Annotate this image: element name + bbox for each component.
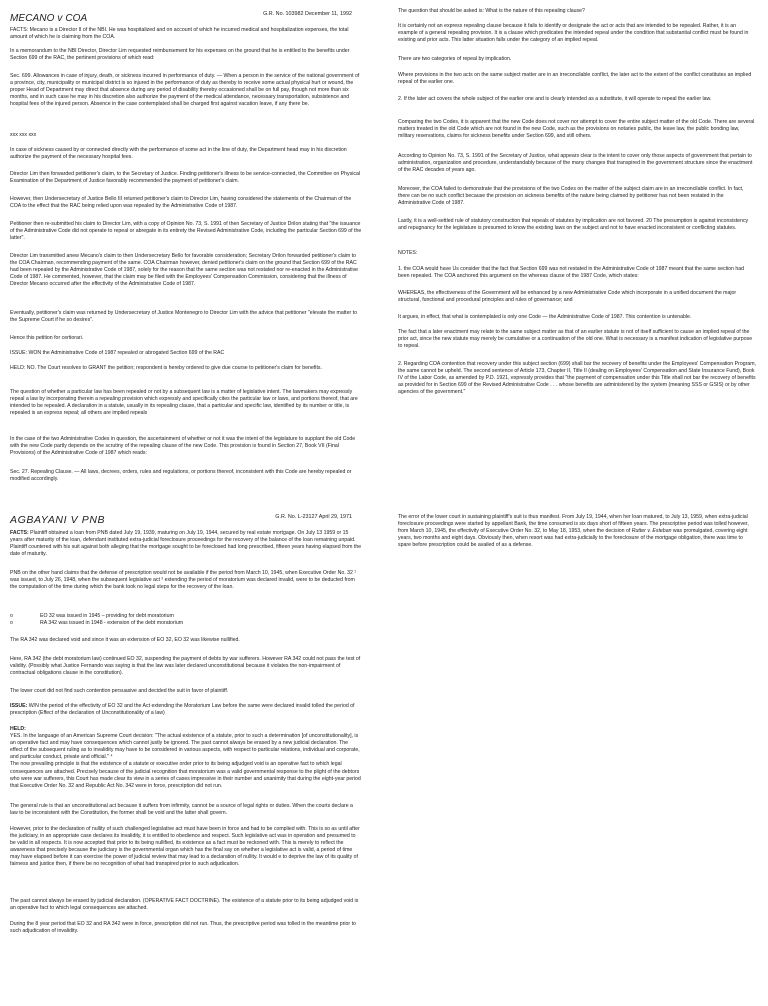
case1-paragraph: In the case of the two Administrative Codes in question, the ascertainment of whether or not it was the intent of the legislature to supplant the old Code with the new Code partly depends on the scrutiny of the repealing clause of the new Code. This provision is found in Section 27, Book VII (Final Provisions) of the Administrative Code of 1987 which reads: (10, 436, 356, 457)
case2-right-paragraph (398, 514, 756, 549)
right-text-b: was promulgated, covering eight years, two months and eight days. Obviously then, when resort was had extra-judicially to the foreclosure of the mortgage obligation, there was time to spare before prescription could be availed of as a defense. (398, 528, 748, 549)
facts-text: Plaintiff obtained a loan from PNB dated July 19, 1939, maturing on July 19, 1944, secured by real estate mortgage. On July 13 1959 or 15 years after maturity of the loan, defendant instituted extra-judicial foreclosure proceedings for the recovery of the balance of the loan remaining unpaid. Plaintiff countered with his suit against both alleging that the mortgage sought to be foreclosed had long prescribed, fifteen years having elapsed from the date of maturity. (10, 530, 362, 558)
case1-issue: ISSUE: WON the Administrative Code of 1987 repealed or abrogated Section 699 of the RAC (10, 350, 225, 356)
held-label: HELD: (10, 726, 26, 732)
case1-paragraph: Sec. 699. Allowances in case of injury, death, or sickness incurred in performance of duty. — When a person in the service of the national government of a province, city, municipality or municipal district is so injured in the performance of duty as thereby to receive some actual physical hurt or wound, the proper Head of Department may direct that absence during any period of disability thereby occasioned shall be on full pay, though not more than six months, and in such case he may in his discretion also authorize the payment of the medical attendance, necessary transportation, subsistence and hospital fees of the injured person. Absence in the case contemplated shall be charged first against vacation leave, if any there be. (10, 73, 360, 108)
case2-paragraph: However, prior to the declaration of nullity of such challenged legislative act must have been in force and had to be complied with. This is so as until after the judiciary, in an appropriate case declares its invalidity, it is entitled to obedience and respect. Such legislative act was in operation and presumed to be valid in all respects. It is now accepted that prior to its being nullified, its existence as a fact must be reckoned with. This is merely to reflect the awareness that precisely because the judiciary is the governmental organ which has the final say on whether a legislative act is valid, a period of time may have elapsed before it can exercise the power of judicial review that may lead to a declaration of nullity. It would e to deprive the law of its quality of fairness and justice then, if there be no recognition of what had transpired prior to such adjudication. (10, 826, 360, 868)
case2-paragraph: The past cannot always be erased by judicial declaration. (OPERATIVE FACT DOCTRINE). The existence of a statute prior to its being adjudged void is an operative fact to which legal consequences are attached. (10, 898, 359, 912)
case1-paragraph: Director Lim then forwarded petitioner's claim, to the Secretary of Justice. Finding petitioner's illness to be service-connected, the Committee on Physical Examination of the Department of Justice favorably recommended the payment of petitioner's claim. (10, 171, 360, 185)
case1-note: It argues, in effect, that what is contemplated is only one Code — the Administrative Code of 1987. This contention is untenable. (398, 314, 692, 320)
case1-paragraph: Moreover, the COA failed to demonstrate that the provisions of the two Codes on the matter of the subject claim are in an irreconcilable conflict. In fact, there can be no such conflict because the provision on sickness benefits of the nature being claimed by petitioner has not been restated in the Administrative Code of 1987. (398, 186, 744, 207)
case1-note: The fact that a later enactment may relate to the same subject matter as that of an earlier statute is not of itself sufficient to cause an implied repeal of the prior act, since the new statute may merely be cumulative or a continuation of the old one. What is necessary is a manifest indication of legislative purpose to repeal. (398, 329, 753, 350)
case2-paragraph: The general rule is that an unconstitutional act because it suffers from infirmity, cannot be a source of legal rights or duties. When the courts declare a law to be inconsistent with the Constitution, the former shall be void and the latter shall govern. (10, 803, 353, 817)
case1-paragraph: Lastly, it is a well-settled rule of statutory construction that repeals of statutes by implication are not favored. 20 The presumption is against inconsistency and repugnancy for the legislature is presumed to know the existing laws on the subject and not to have enacted inconsistent or conflicting statutes. (398, 218, 749, 232)
case1-paragraph: There are two categories of repeal by implication. (398, 56, 512, 62)
case1-paragraph: However, then Undersecretary of Justice Bello III returned petitioner's claim to Director Lim, having considered the statements of the Chairman of the COA to the effect that the RAC being relied upon was repealed by the Administrative Code of 1987. (10, 196, 352, 210)
case1-paragraph: In case of sickness caused by or connected directly with the performance of some act in the line of duty, the Department head may in his discretion authorize the payment of the necessary hospital fees. (10, 147, 347, 161)
case2-paragraph: The RA 342 was declared void and since it was an extension of EO 32, EO 32 was likewise nullified. (10, 637, 240, 643)
case-citation: Rutter v. Esteban (631, 528, 672, 535)
case1-header (10, 8, 362, 24)
bullet-text: EO 32 was issued in 1945 – providing for debt moratorium (40, 613, 174, 619)
case2-paragraph: Here, RA 342 (the debt moratorium law) continued EO 32, suspending the payment of debts by war sufferers. However RA 342 could not pass the test of validity. (Possibly what Justice Fernando was saying is that the law was later declared unconstitutional because it violates the non-impairment of contractual obligations clause in the constitution). (10, 656, 361, 677)
right-text-a: The error of the lower court in sustaining plaintiff's suit is thus manifest. From July 19, 1944, when her loan matured, to July 13, 1959, when extra-judicial foreclosure proceedings were started by appellant Bank, the time consumed is six days short of fifteen years. The prescriptive period was tolled however, from March 10, 1945, the effectivity of Executive Order No. 32, to May 18, 1953, when the decision of (398, 514, 749, 535)
case2-paragraph: During the 8 year period that EO 32 and RA 342 were in force, prescription did not run. Thus, the prescriptive period was tolled in the meantime prior to such adjudication of invalidity. (10, 921, 356, 935)
case2-paragraph: PNB on the other hand claims that the defense of prescription would not be available if the period from March 10, 1945, when Executive Order No. 32 ¹ was issued, to July 26, 1948, when the subsequent legislative act ² extending the period of moratorium was declared invalid, were to be deducted from the computation of the time during which the bank took no legal steps for the recovery of the loan. (10, 570, 357, 591)
bullet-text: RA 342 was issued in 1948 - extension of the debt moratorium (40, 620, 184, 626)
case1-note: 1. the COA would have Us consider that the fact that Section 699 was not restated in the Administrative Code of 1987 meant that the same section had been repealed. The COA anchored this argument on the whereas clause of the 1987 Code, which states: (398, 266, 745, 280)
case2-issue (10, 703, 362, 717)
issue-text: W/N the period of the effectivity of EO 32 and the Act extending the Moratorium Law before the same were declared invalid tolled the period of prescription (Effect of the declaration of Unconstitutionality of a law) (10, 703, 355, 717)
case2-paragraph: The lower court did not find such contention persuasive and decided the suit in favor of plaintiff. (10, 688, 229, 694)
case2-title: AGBAYANI V PNB (10, 514, 106, 526)
case1-paragraph: 2. If the later act covers the whole subject of the earlier one and is clearly intended as a substitute, it will operate to repeal the earlier law. (398, 96, 712, 102)
case1-note: 2. Regarding COA contention that recovery under this subject section (699) shall bar the recovery of benefits under the Employees' Compensation Program, the same cannot be upheld. The second sentence of Article 173, Chapter II, Title II (dealing on Employees' Compensation and State Insurance Fund), Book IV of the Labor Code, as amended by P.D. 1921, expressly provides that "the payment of compensation under this Title shall not bar the recovery of benefits as provided for in Section 699 of the Revised Administrative Code . . . whose benefits are administered by the system (meaning SSS or GSIS) or by other agencies of the government." (398, 361, 756, 396)
case1-paragraph: FACTS: Mecano is a Director II of the NBI. He was hospitalized and on account of which he incurred medical and hospitalization expenses, the total amount of which he is claiming from the COA. (10, 27, 349, 41)
case2-header (10, 510, 362, 526)
case2-ref: G.R. No. L-23127 April 29, 1971 (275, 514, 352, 520)
case1-paragraph: According to Opinion No. 73, S. 1991 of the Secretary of Justice, what appears clear is the intent to cover only those aspects of government that pertain to administration, organization and procedure, understandably because of the many changes that transpired in the government structure since the enactment of the RAC decades of years ago. (398, 153, 753, 174)
case1-paragraph: In a memorandum to the NBI Director, Director Lim requested reimbursement for his expenses on the ground that he is entitled to the benefits under Section 699 of the RAC, the pertinent provisions of which read: (10, 48, 350, 62)
case2-facts (10, 530, 362, 558)
issue-label: ISSUE: (10, 703, 28, 709)
case1-paragraph: The question that should be asked is: What is the nature of this repealing clause? (398, 8, 585, 14)
case2-held (10, 726, 362, 790)
case1-paragraph: Petitioner then re-submitted his claim to Director Lim, with a copy of Opinion No. 73, S. 1991 of then Secretary of Justice Drilon stating that "the issuance of the Administrative Code did not operate to repeal or abregate in its entirety the Revised Administrative Code, including the particular Section 699 of the latter". (10, 221, 362, 242)
case1-paragraph: xxx xxx xxx (10, 132, 37, 138)
case1-held: HELD: NO. The Court resolves to GRANT the petition; respondent is hereby ordered to give due course to petitioner's claim for benefits. (10, 365, 322, 371)
case1-note: WHEREAS, the effectiveness of the Government will be enhanced by a new Administrative Code which incorporate in a unified document the major structural, functional and procedural principles and rules of governance; and (398, 290, 737, 304)
case1-paragraph: Hence this petition for certiorari. (10, 335, 84, 341)
held-text-2: The now prevailing principle is that the existence of a statute or executive order prior to its being adjudged void is an operative fact to which legal consequences are attached. Precisely because of the judicial recognition that moratorium was a valid governmental response to the plight of the debtors who were war sufferers, this Court has made clear its view in a series of cases impressive in their number and unanimity that during the eight-year period that Executive Order No. 32 and Republic Act No. 342 were in force, prescription did not run. (10, 761, 361, 789)
notes-heading: NOTES: (398, 250, 418, 256)
bullet-mark: o (10, 620, 13, 626)
case1-paragraph: Where provisions in the two acts on the same subject matter are in an irreconcilable conflict, the later act to the extent of the conflict constitutes an implied repeal of the earlier one. (398, 72, 752, 86)
facts-label: FACTS: (10, 530, 29, 536)
case1-paragraph: Director Lim transmitted anew Mecano's claim to then Undersecretary Bello for favorable consideration; Secretary Drilon forwarded petitioner's claim to the COA Chairman, recommending payment of the same. COA Chairman however, denied petitioner's claim on the ground that Section 699 of the RAC had been repealed by the Administrative Code of 1987, solely for the reason that the same section was not restated nor re-enacted in the Administrative Code of 1987. He commented, however, that the claim may be filed with the Employees' Compensation Commission, considering that the illness of Director Mecano occurred after the effectivity of the Administrative Code of 1987. (10, 253, 359, 288)
case1-ref: G.R. No. 103982 December 11, 1992 (263, 11, 352, 17)
case1-paragraph: Comparing the two Codes, it is apparent that the new Code does not cover nor attempt to cover the entire subject matter of the old Code. There are several matters treated in the old Code which are not found in the new Code, such as the provisions on notaries public, the leave law, the public bonding law, military reservations, claims for sickness benefits under Section 699, and still others. (398, 119, 755, 140)
case1-paragraph: It is certainly not an express repealing clause because it fails to identify or designate the act or acts that are intended to be repealed. Rather, it is an example of a general repealing provision. It is a clause which predicates the intended repeal under the condition that substantial conflict must be found in existing and prior acts. This latter situation falls under the category of an implied repeal. (398, 23, 749, 44)
case2-bullet-list (10, 613, 362, 629)
case1-title: MECANO v COA (10, 13, 88, 24)
case1-paragraph: Eventually, petitioner's claim was returned by Undersecretary of Justice Montenegro to Director Lim with the advice that petitioner "elevate the matter to the Supreme Court if he so desires". (10, 310, 358, 324)
case1-paragraph: The question of whether a particular law has been repealed or not by a subsequent law is a matter of legislative intent. The lawmakers may expressly repeal a law by incorporating therein a repealing provision which expressly and specifically cites the particular law or laws, and portions thereof, that are intended to be repealed. A declaration in a statute, usually in its repealing clause, that a particular and specific law, identified by its number or title, is repealed is an express repeal; all others are implied repeals (10, 389, 358, 417)
bullet-mark: o (10, 613, 13, 619)
held-text: YES. In the language of an American Supreme Court decision: "The actual existence of a statute, prior to such a determination [of unconstitutionality], is an operative fact and may have consequences which cannot justly be ignored. The past cannot always be erased by a new judicial declaration. The effect of the subsequent ruling as to invalidity may have to be considered in various aspects, with respect to particular relations, individual and corporate, and particular conduct, private and official." ⁴ (10, 733, 360, 761)
case1-repealing-clause: Sec. 27. Repealing Clause. — All laws, decrees, orders, rules and regulations, or portions thereof, inconsistent with this Code are hereby repealed or modified accordingly. (10, 469, 352, 483)
